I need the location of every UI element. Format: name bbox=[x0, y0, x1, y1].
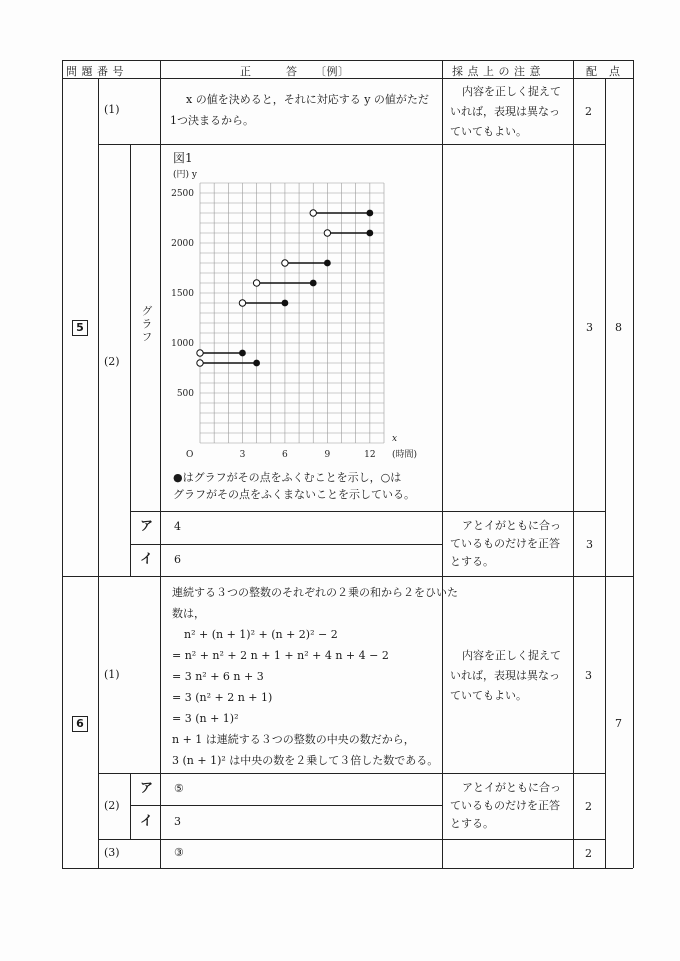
col-divider bbox=[98, 78, 99, 868]
y-tick-label: 2000 bbox=[171, 239, 194, 249]
q6-ka-answer: ⑤ bbox=[174, 782, 184, 795]
open-endpoint bbox=[310, 210, 316, 216]
header-points: 配 点 bbox=[586, 65, 621, 78]
open-endpoint bbox=[282, 260, 288, 266]
q6-answer-line9: 3 (n + 1)² は中央の数を２乗して３倍した数である。 bbox=[172, 754, 439, 767]
q5-ak-points: 3 bbox=[586, 538, 593, 551]
q6-answer-line1: 連続する３つの整数のそれぞれの２乗の和から２をひいた bbox=[172, 586, 458, 599]
q5-graph-points: 3 bbox=[586, 321, 593, 334]
q5-ak-note-line3: とする。 bbox=[450, 555, 494, 568]
q6-sub3-answer: ③ bbox=[174, 846, 184, 859]
q6-sub2-note-line1: アとイがともに合っ bbox=[462, 781, 561, 794]
y-tick-label: 2500 bbox=[171, 189, 194, 199]
q6-answer-line8: n + 1 は連続する３つの整数の中央の数だから， bbox=[172, 733, 415, 746]
row-divider bbox=[130, 544, 442, 545]
header-question-number: 問 題 番 号 bbox=[66, 65, 124, 78]
q6-sub2-note-line2: ているものだけを正答 bbox=[450, 799, 560, 812]
q5-sub1-answer-line2: 1つ決まるから。 bbox=[170, 114, 254, 127]
col-divider bbox=[605, 78, 606, 868]
chart-title: 図1 bbox=[173, 151, 193, 165]
q5-sub1-label: (1) bbox=[104, 103, 120, 116]
header-answer: 正 答 〔例〕 bbox=[240, 65, 350, 78]
col-divider bbox=[160, 511, 161, 576]
origin-label: O bbox=[186, 450, 194, 460]
x-tick-label: 6 bbox=[282, 450, 288, 460]
q6-answer-line4: = n² + n² + 2 n + 1 + n² + 4 n + 4 − 2 bbox=[172, 649, 389, 662]
q5-ka-label: ア bbox=[140, 519, 154, 534]
row-divider bbox=[98, 839, 605, 840]
open-endpoint bbox=[239, 300, 245, 306]
q6-total-points: 7 bbox=[615, 717, 622, 730]
row-divider bbox=[130, 511, 605, 512]
table-border-right bbox=[633, 60, 634, 868]
closed-endpoint bbox=[366, 230, 373, 237]
x-tick-label: 12 bbox=[364, 450, 376, 460]
closed-endpoint bbox=[253, 360, 260, 367]
col-divider bbox=[573, 60, 574, 868]
col-divider bbox=[442, 60, 443, 868]
x-tick-label: 3 bbox=[239, 450, 246, 460]
closed-endpoint bbox=[324, 260, 331, 267]
section-divider bbox=[62, 576, 633, 577]
q6-sub3-label: (3) bbox=[104, 846, 120, 859]
q6-sub3-points: 2 bbox=[585, 847, 592, 860]
q6-sub2-note-line3: とする。 bbox=[450, 817, 494, 830]
q5-ki-label: イ bbox=[140, 552, 154, 567]
x-axis-unit: (時間) bbox=[392, 450, 418, 460]
q6-ka-label: ア bbox=[140, 781, 154, 796]
q6-sub1-label: (1) bbox=[104, 668, 120, 681]
y-tick-label: 1500 bbox=[171, 289, 194, 299]
x-tick-label: 9 bbox=[324, 450, 331, 460]
q5-total-points: 8 bbox=[615, 321, 622, 334]
q6-sub1-points: 3 bbox=[585, 669, 592, 682]
y-tick-label: 500 bbox=[176, 389, 194, 399]
legend-line2: グラフがその点をふくまないことを示している。 bbox=[173, 488, 415, 501]
table-border-left bbox=[62, 60, 63, 868]
q6-sub1-note-line3: ていてもよい。 bbox=[450, 689, 527, 702]
q6-sub2-points: 2 bbox=[585, 800, 592, 813]
q5-sub1-note-line2: いれば，表現は異なっ bbox=[450, 105, 560, 118]
step-graph bbox=[160, 175, 442, 465]
closed-endpoint bbox=[310, 280, 317, 287]
q6-ki-label: イ bbox=[140, 814, 154, 829]
legend-line1: ●はグラフがその点をふくむことを示し，○は bbox=[173, 471, 402, 484]
col-divider bbox=[160, 576, 161, 868]
q5-sub1-points: 2 bbox=[585, 105, 592, 118]
q5-sub1-note-line3: ていてもよい。 bbox=[450, 125, 527, 138]
question-5-number: 5 bbox=[72, 320, 88, 336]
q5-sub1-answer-line1: x の値を決めると，それに対応する y の値がただ bbox=[186, 93, 429, 106]
y-tick-label: 1000 bbox=[171, 339, 194, 349]
header-notes: 採 点 上 の 注 意 bbox=[452, 65, 541, 78]
graph-label: グラフ bbox=[140, 305, 153, 344]
q6-sub2-label: (2) bbox=[104, 799, 120, 812]
q6-sub1-note-line1: 内容を正しく捉えて bbox=[462, 649, 561, 662]
row-divider bbox=[98, 144, 605, 145]
closed-endpoint bbox=[366, 210, 373, 217]
q6-answer-line3: n² + (n + 1)² + (n + 2)² − 2 bbox=[184, 628, 338, 641]
q6-answer-line6: = 3 (n² + 2 n + 1) bbox=[172, 691, 273, 704]
q5-ka-answer: 4 bbox=[174, 520, 181, 533]
chart-ylabel: (円) y bbox=[173, 170, 197, 180]
open-endpoint bbox=[253, 280, 259, 286]
open-endpoint bbox=[197, 350, 203, 356]
x-axis-label: x bbox=[392, 434, 398, 444]
closed-endpoint bbox=[239, 350, 246, 357]
row-divider bbox=[98, 773, 605, 774]
q5-ak-note-line1: アとイがともに合っ bbox=[462, 519, 561, 532]
q5-sub2-label: (2) bbox=[104, 355, 120, 368]
col-divider bbox=[130, 144, 131, 576]
q6-answer-line5: = 3 n² + 6 n + 3 bbox=[172, 670, 264, 683]
q5-ki-answer: 6 bbox=[174, 553, 181, 566]
closed-endpoint bbox=[282, 300, 289, 307]
q6-ki-answer: 3 bbox=[174, 815, 181, 828]
q5-sub1-note-line1: 内容を正しく捉えて bbox=[462, 85, 561, 98]
open-endpoint bbox=[197, 360, 203, 366]
q6-answer-line7: = 3 (n + 1)² bbox=[172, 712, 239, 725]
q6-answer-line2: 数は， bbox=[172, 607, 205, 620]
q6-sub1-note-line2: いれば，表現は異なっ bbox=[450, 669, 560, 682]
table-border-bottom bbox=[62, 868, 633, 869]
question-6-number: 6 bbox=[72, 716, 88, 732]
q5-ak-note-line2: ているものだけを正答 bbox=[450, 537, 560, 550]
col-divider bbox=[130, 773, 131, 839]
row-divider bbox=[130, 805, 442, 806]
col-divider bbox=[160, 60, 161, 78]
table-border-top bbox=[62, 60, 633, 61]
open-endpoint bbox=[324, 230, 330, 236]
